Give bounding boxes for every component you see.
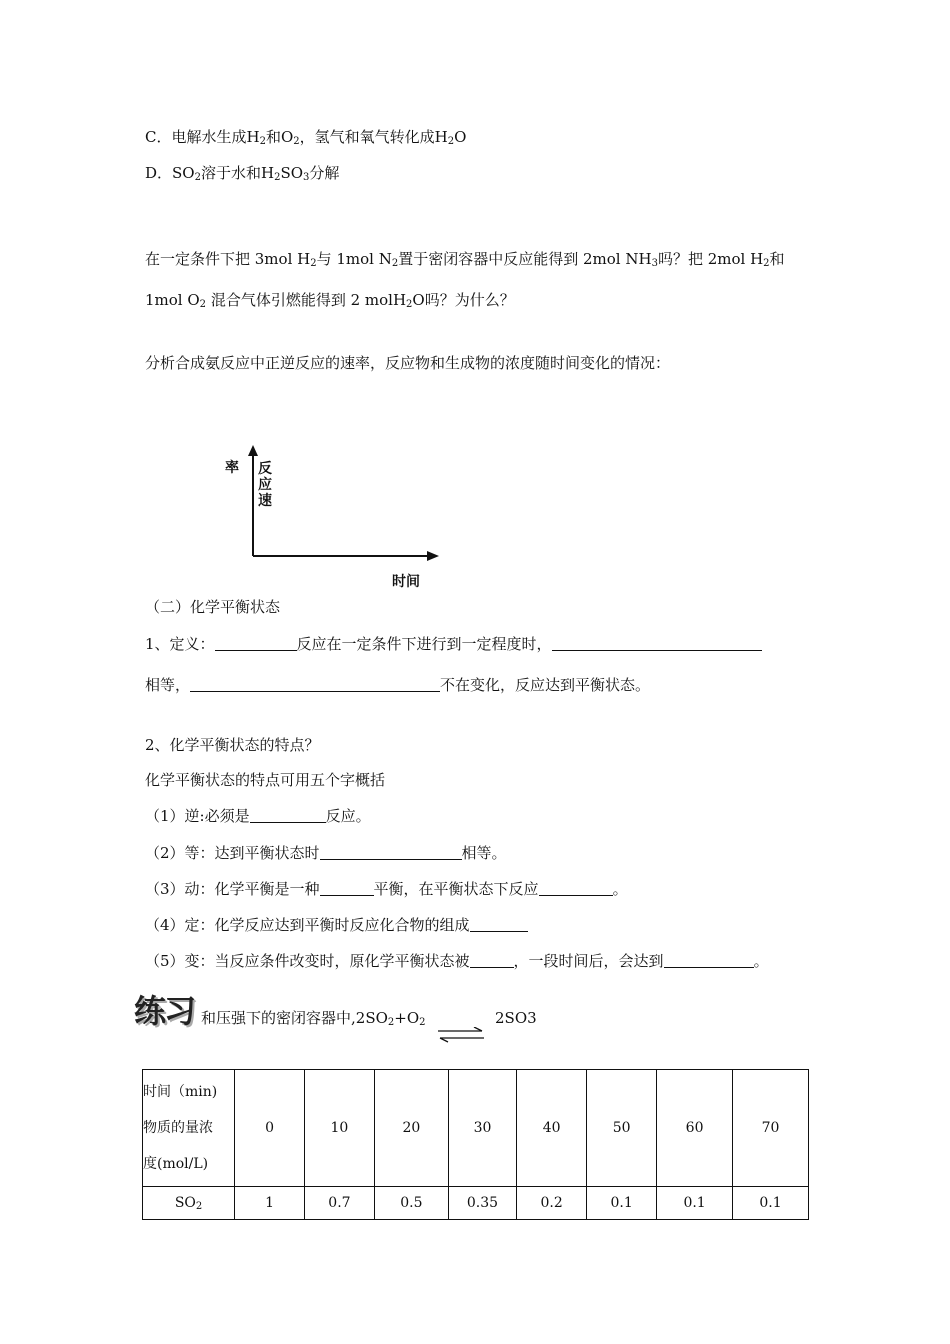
blank[interactable]	[320, 881, 374, 896]
time-cell: 10	[304, 1070, 374, 1187]
features-title: 2、化学平衡状态的特点？	[145, 736, 320, 754]
rate-time-graph	[215, 440, 455, 590]
row-label-so2: $SO_2$	[143, 1187, 235, 1220]
feature-2: （2）等：达到平衡状态时 相等。	[145, 844, 507, 862]
y-label-rate: 率	[225, 460, 239, 476]
analysis-text: 分析合成氨反应中正逆反应的速率，反应物和生成物的浓度随时间变化的情况：	[145, 354, 671, 372]
blank[interactable]	[664, 953, 754, 968]
table-row	[143, 1187, 809, 1220]
table-header-label: 时间（min) 物质的量浓 度(mol/L)	[143, 1070, 235, 1187]
time-cell: 20	[374, 1070, 448, 1187]
definition-line-1: 1、定义： 反应在一定条件下进行到一定程度时，	[145, 634, 762, 654]
x-axis-arrow	[427, 551, 439, 561]
features-intro: 化学平衡状态的特点可用五个字概括	[145, 771, 386, 789]
y-label-1: 反	[258, 461, 272, 477]
question-line-2: 1mol $O_2$ 混合气体引燃能得到 2 molH$_2$O吗？为什么？	[145, 291, 515, 310]
y-label-2: 应	[258, 477, 272, 493]
option-d: D．$SO_2$溶于水和$H_2SO_3$分解	[145, 164, 340, 183]
y-axis-arrow	[248, 445, 258, 456]
practice-badge: 练习	[134, 992, 195, 1030]
blank[interactable]	[215, 636, 297, 651]
question-line-1: 在一定条件下把 3mol $H_2$与 1mol $N_2$置于密闭容器中反应能得到 2mol $NH_3$吗？把 2mol $H_2$和	[145, 250, 785, 269]
blank[interactable]	[320, 845, 462, 860]
value-cell: 0.35	[448, 1187, 516, 1220]
time-cell: 60	[657, 1070, 733, 1187]
blank[interactable]	[190, 677, 440, 692]
value-cell: 1	[235, 1187, 305, 1220]
blank[interactable]	[539, 881, 613, 896]
value-cell: 0.2	[517, 1187, 587, 1220]
practice-product: 2SO3	[495, 1009, 537, 1027]
value-cell: 0.1	[587, 1187, 657, 1220]
feature-3: （3）动：化学平衡是一种 平衡，在平衡状态下反应 。	[145, 880, 628, 898]
table-header-row	[143, 1070, 809, 1187]
blank[interactable]	[552, 636, 762, 651]
graph-axes	[215, 440, 455, 570]
y-label-3: 速	[258, 493, 272, 509]
time-cell: 30	[448, 1070, 516, 1187]
feature-5: （5）变：当反应条件改变时，原化学平衡状态被 ，一段时间后，会达到 。	[145, 952, 769, 970]
value-cell: 0.1	[733, 1187, 809, 1220]
time-cell: 40	[517, 1070, 587, 1187]
blank[interactable]	[470, 953, 514, 968]
blank[interactable]	[470, 917, 528, 932]
value-cell: 0.1	[657, 1187, 733, 1220]
definition-line-2: 相等， 不在变化，反应达到平衡状态。	[145, 676, 651, 694]
feature-1: （1）逆:必须是 反应。	[145, 807, 371, 825]
time-cell: 50	[587, 1070, 657, 1187]
option-c: C．电解水生成$H_2$和$O_2$，氢气和氧气转化成$H_2O$	[145, 128, 467, 147]
value-cell: 0.7	[304, 1187, 374, 1220]
feature-4: （4）定：化学反应达到平衡时反应化合物的组成	[145, 915, 528, 935]
time-cell: 70	[733, 1070, 809, 1187]
practice-text: 和压强下的密闭容器中$,2SO_2+O_2$	[201, 1009, 426, 1028]
x-label-time: 时间	[392, 574, 420, 590]
value-cell: 0.5	[374, 1187, 448, 1220]
blank[interactable]	[250, 808, 326, 823]
section-title: （二）化学平衡状态	[145, 598, 281, 616]
equilibrium-arrow-icon	[436, 1027, 486, 1043]
concentration-table	[142, 1069, 809, 1220]
time-cell: 0	[235, 1070, 305, 1187]
